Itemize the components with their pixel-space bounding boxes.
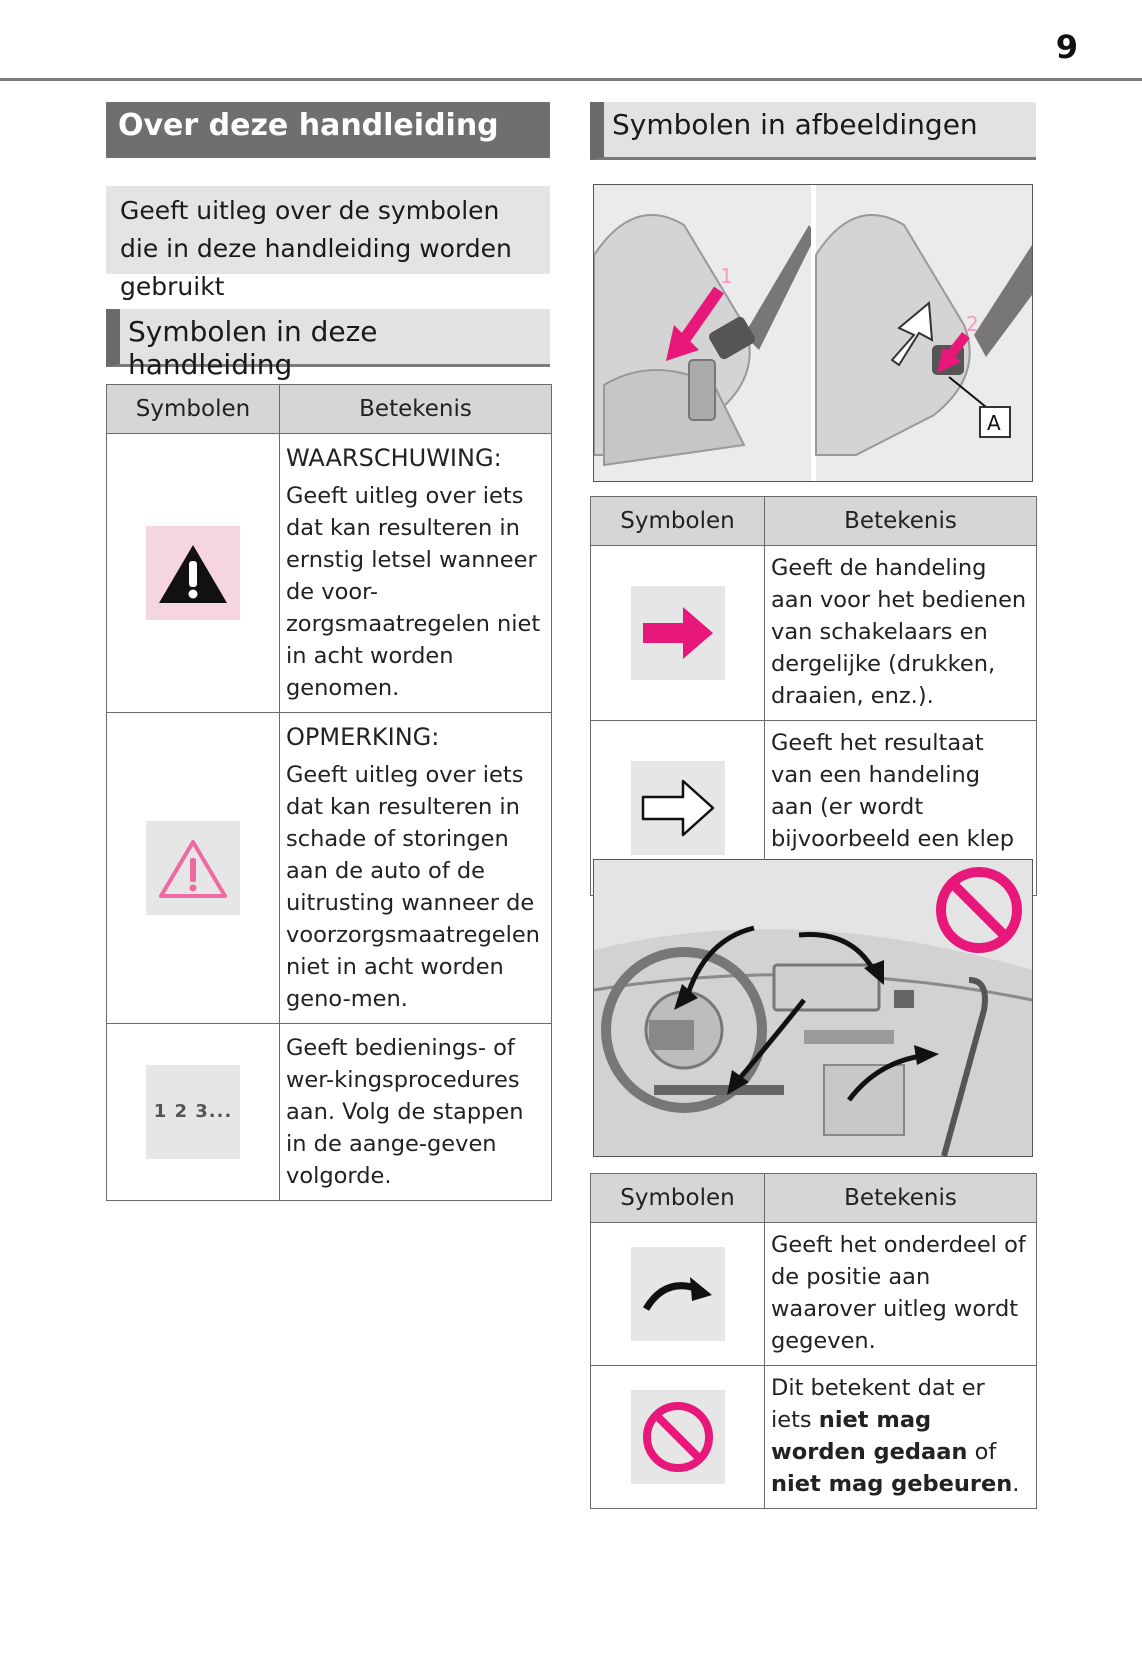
symbols-table-right-2 [590,1173,1037,1509]
callout-1: 1 [720,264,733,288]
column-header-symbols: Symbolen [107,385,280,434]
caution-triangle-pink-icon [146,821,240,915]
column-header-meaning: Betekenis [765,497,1037,546]
table-row [107,434,552,713]
prohibited-text: Dit betekent dat er iets niet mag worden gedaan of niet mag gebeuren. [765,1366,1037,1509]
table-row [591,1366,1037,1509]
position-text: Geeft het onderdeel of de positie aan waarover uitleg wordt gegeven. [771,1232,1026,1354]
column-header-meaning: Betekenis [280,385,552,434]
page-title: Over deze handleiding [106,102,550,158]
seatbelt-illustration [593,184,1033,482]
page-number: 9 [1055,28,1078,66]
table-row [107,713,552,1024]
warning-label: WAARSCHUWING: [286,444,502,472]
section-title-right: Symbolen in afbeeldingen [590,102,1036,160]
prohibited-icon [631,1390,725,1484]
caution-label: OPMERKING: [286,723,440,751]
symbols-table-right-1 [590,496,1037,896]
operation-text: Geeft de handeling aan voor het bedienen van schakelaars en dergelijke (drukken, draaien, enz.). [771,555,1027,709]
result-text: Geeft het resultaat van een handeling aan (er wordt bijvoorbeeld een klep [771,730,1015,852]
section-title-left: Symbolen in deze handleiding [106,309,550,367]
table-row [591,1223,1037,1366]
page-subtitle: Geeft uitleg over de symbolen die in deze handleiding worden gebruikt [106,186,550,274]
pink-arrow-icon [631,586,725,680]
column-header-meaning: Betekenis [765,1174,1037,1223]
top-divider [0,78,1142,81]
warning-text: Geeft uitleg over iets dat kan resulteren in ernstig letsel wanneer de voor-zorgsmaatregelen niet in acht worden genomen. [286,483,541,701]
step-numbers-icon: 1 2 3... [146,1065,240,1159]
column-header-symbols: Symbolen [591,1174,765,1223]
symbols-table-left [106,384,552,1201]
outline-arrow-icon [631,761,725,855]
label-a: A [987,411,1001,435]
callout-2: 2 [966,312,979,336]
warning-triangle-black-icon [146,526,240,620]
steps-text: Geeft bedienings- of wer-kingsprocedures aan. Volg de stappen in de aange-geven volgorde. [286,1035,524,1189]
table-row [107,1024,552,1201]
column-header-symbols: Symbolen [591,497,765,546]
caution-text: Geeft uitleg over iets dat kan resulteren in schade of storingen aan de auto of de uitrusting wanneer de voorzorgsmaatregelen niet in acht worden geno-men. [286,762,540,1012]
curved-arrow-icon [631,1247,725,1341]
table-row [591,546,1037,721]
dashboard-illustration [593,859,1033,1157]
